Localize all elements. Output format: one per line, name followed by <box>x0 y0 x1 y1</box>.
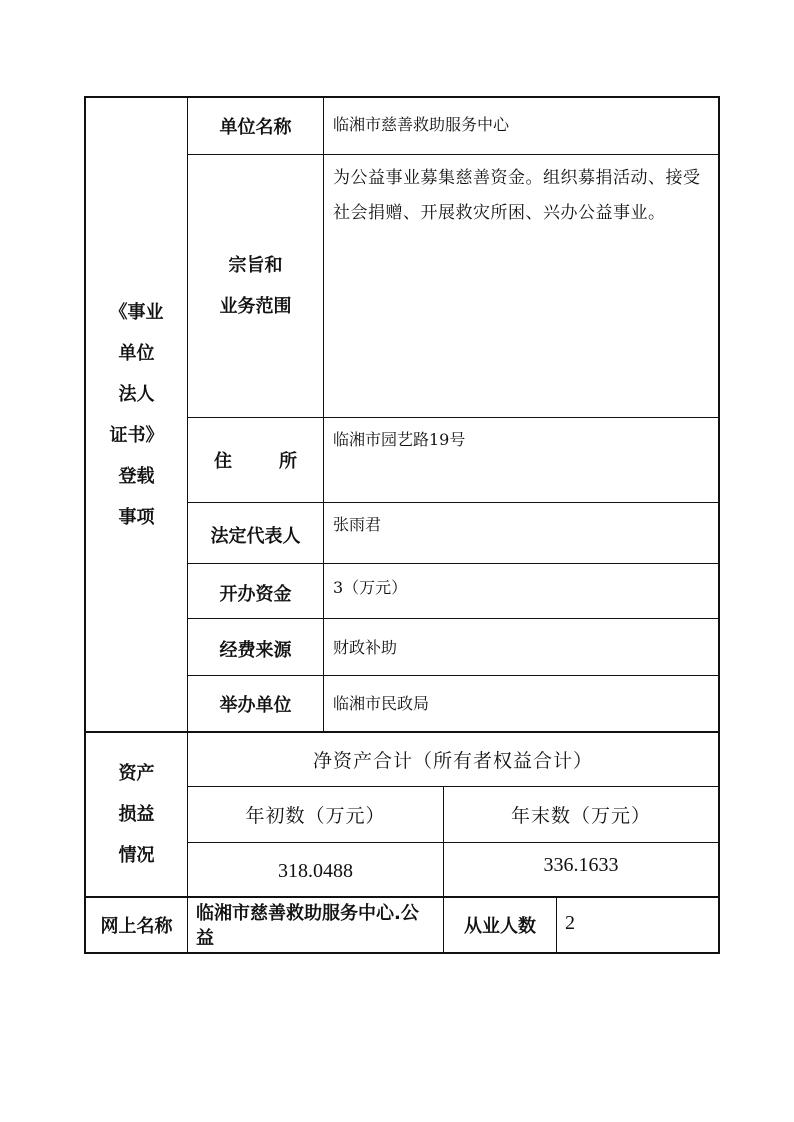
net-assets-header: 净资产合计（所有者权益合计） <box>312 750 593 772</box>
table-border-top <box>84 96 720 98</box>
section-label-line: 事项 <box>118 507 155 528</box>
staff-count-label: 从业人数 <box>464 916 536 937</box>
online-name-label: 网上名称 <box>100 916 173 937</box>
end-of-year-value: 336.1633 <box>543 854 619 876</box>
address-label-char: 所 <box>279 451 297 472</box>
assets-label-line: 资产 <box>118 763 155 784</box>
divider <box>323 96 324 732</box>
registration-section-label <box>86 290 187 540</box>
end-of-year-label: 年末数（万元） <box>510 805 651 827</box>
section-label-line: 单位 <box>118 343 155 364</box>
divider <box>556 897 557 954</box>
address-label-char: 住 <box>214 451 232 472</box>
purpose-label <box>188 155 323 417</box>
section-label-line: 证书》 <box>109 425 164 446</box>
funding-source-value: 财政补助 <box>333 638 398 657</box>
startup-fund-value: 3（万元） <box>333 578 408 597</box>
legal-rep-value: 张雨君 <box>333 515 382 534</box>
address-value: 临湘市园艺路19号 <box>333 430 466 449</box>
sponsor-value: 临湘市民政局 <box>333 694 430 713</box>
begin-of-year-label: 年初数（万元） <box>245 805 386 827</box>
begin-of-year-value: 318.0488 <box>278 860 353 882</box>
online-name-value: 临湘市慈善救助服务中心.公益 <box>196 903 419 949</box>
legal-rep-label: 法定代表人 <box>210 526 301 547</box>
assets-section-label <box>86 733 187 896</box>
sponsor-label: 举办单位 <box>219 694 292 716</box>
staff-count-value: 2 <box>565 912 575 934</box>
table-border-right <box>718 96 720 954</box>
unit-name-value: 临湘市慈善救助服务中心 <box>333 115 510 134</box>
unit-name-label: 单位名称 <box>219 117 292 138</box>
purpose-label-line: 宗旨和 <box>228 255 283 276</box>
address-label <box>188 418 323 502</box>
startup-fund-label: 开办资金 <box>219 584 292 605</box>
section-label-line: 《事业 <box>109 302 164 323</box>
assets-label-line: 情况 <box>118 845 155 866</box>
assets-label-line: 损益 <box>118 804 155 825</box>
funding-source-label: 经费来源 <box>219 640 292 661</box>
purpose-text: 为公益事业募集慈善资金。组织募捐活动、接受社会捐赠、开展救灾所困、兴办公益事业。 <box>333 168 701 223</box>
section-label-line: 法人 <box>118 384 155 405</box>
section-label-line: 登载 <box>118 466 155 487</box>
purpose-label-line: 业务范围 <box>219 296 292 317</box>
table-border-bottom <box>84 952 720 954</box>
